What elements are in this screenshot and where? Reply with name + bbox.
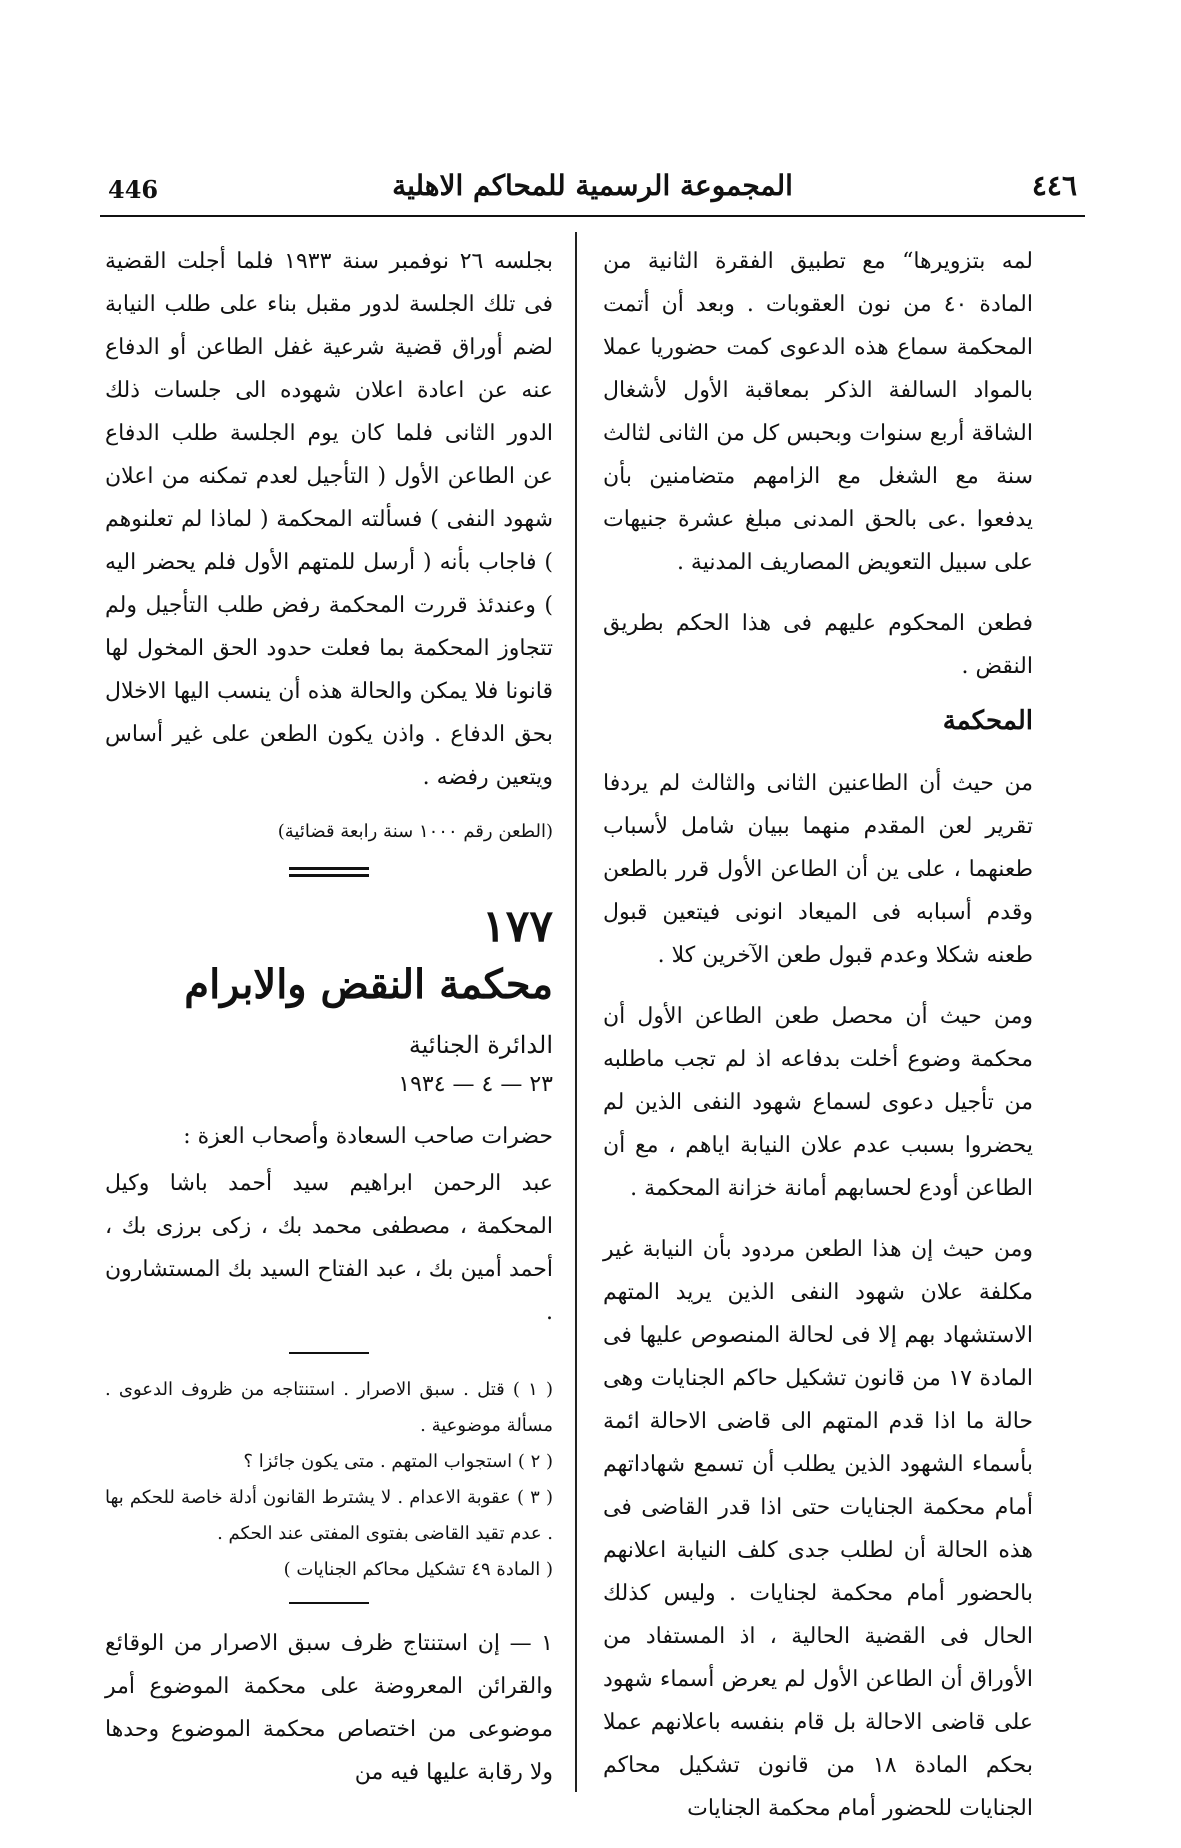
- left-column: [105, 240, 553, 1812]
- single-rule-divider-2: [289, 1602, 369, 1604]
- circuit-name: الدائرة الجنائية: [408, 1031, 553, 1059]
- judgment-date: ٢٣ — ٤ — ١٩٣٤: [398, 1072, 553, 1097]
- publication-title: المجموعة الرسمية للمحاكم الاهلية: [392, 169, 793, 202]
- column-divider: [575, 232, 577, 1792]
- case-number: ١٧٧: [482, 901, 553, 952]
- judges-list: عبد الرحمن ابراهيم سيد أحمد باشا وكيل المحكمة ، مصطفى محمد بك ، زكى برزى بك ، أحمد أمين بك ، عبد الفتاح السيد بك المستشارون .: [105, 1171, 553, 1325]
- page-header: [100, 165, 1085, 217]
- summary-item-2: ( ٢ ) استجواب المتهم . متى يكون جائزا ؟: [243, 1451, 553, 1472]
- summary-item-1: ( ١ ) قتل . سبق الاصرار . استنتاجه من ظروف الدعوى . مسألة موضوعية .: [105, 1379, 553, 1436]
- appeal-reference: (الطعن رقم ١٠٠٠ سنة رابعة قضائية): [277, 821, 553, 842]
- article-reference: ( المادة ٤٩ تشكيل محاكم الجنايات ): [283, 1559, 553, 1580]
- court-name: محكمة النقض والابرام: [184, 961, 553, 1008]
- double-rule-divider: [289, 867, 369, 877]
- right-column: [603, 240, 1033, 1848]
- page-number-arabic: ٤٤٦: [1031, 169, 1077, 202]
- summary-item-3: ( ٣ ) عقوبة الاعدام . لا يشترط القانون أدلة خاصة للحكم بها . عدم تقيد القاضى بفتوى المفتى عند الحكم .: [105, 1487, 553, 1544]
- judgment-paragraph-1: لمه بتزويرها“ مع تطبيق الفقرة الثانية من المادة ٤٠ من نون العقوبات . وبعد أن أتمت المحكمة سماع هذه الدعوى كمت حضوريا عملا بالمواد السالفة الذكر بمعاقبة الأول لأشغال الشاقة أربع سنوات وبحبس كل من الثانى لثالث سنة مع الشغل مع الزامهم متضامنين بأن يدفعوا .عى بالحق المدنى مبلغ عشرة جنيهات على سبيل التعويض المصاريف المدنية .: [603, 249, 1033, 575]
- court-paragraph-1: من حيث أن الطاعنين الثانى والثالث لم يردفا تقرير لعن المقدم منهما ببيان شامل لأسباب طعنهما ، على ين أن الطاعن الأول قرر بالطعن وقدم أسبابه فى الميعاد انونى فيتعين قبول طعنه شكلا وعدم قبول طعن الآخرين كلا .: [603, 771, 1033, 968]
- continuation-paragraph: بجلسه ٢٦ نوفمبر سنة ١٩٣٣ فلما أجلت القضية فى تلك الجلسة لدور مقبل بناء على طلب النيابة لضم أوراق قضية شرعية غفل الطاعن أو الدفاع عنه عن اعادة اعلان شهوده الى جلسات ذلك الدور الثانى فلما كان يوم الجلسة طلب الدفاع عن الطاعن الأول ( التأجيل لعدم تمكنه من اعلان شهود النفى ) فسألته المحكمة ( لماذا لم تعلنوهم ) فاجاب بأنه ( أرسل للمتهم الأول فلم يحضر اليه ) وعندئذ قررت المحكمة رفض طلب التأجيل ولم تتجاوز المحكمة بما فعلت حدود الحق المخول لها قانونا فلا يمكن والحالة هذه أن ينسب اليها الاخلال بحق الدفاع . واذن يكون الطعن على غير أساس ويتعين رفضه .: [105, 249, 553, 790]
- court-paragraph-3: ومن حيث إن هذا الطعن مردود بأن النيابة غير مكلفة علان شهود النفى الذين يريد المتهم الاستشهاد بهم إلا فى لحالة المنصوص عليها فى المادة ١٧ من قانون تشكيل حاكم الجنايات وهى حالة ما اذا قدم المتهم الى قاضى الاحالة ائمة بأسماء الشهود الذين يطلب أن تسمع شهاداتهم أمام محكمة الجنايات حتى اذا قدر القاضى فى هذه الحالة أن لطلب جدى كلف النيابة اعلانهم بالحضور أمام محكمة لجنايات . وليس كذلك الحال فى القضية الحالية ، اذ المستفاد من الأوراق أن الطاعن الأول لم يعرض أسماء شهود على قاضى الاحالة بل قام بنفسه باعلانهم عملا بحكم المادة ١٨ من قانون تشكيل محاكم الجنايات للحضور أمام محكمة الجنايات: [603, 1237, 1033, 1821]
- court-paragraph-2: ومن حيث أن محصل طعن الطاعن الأول أن محكمة وضوع أخلت بدفاعه اذ لم تجب ماطلبه من تأجيل دعوى لسماع شهود النفى الذين لم يحضروا بسبب عدم علان النيابة اياهم ، مع أن الطاعن أودع لحسابهم أمانة خزانة المحكمة .: [603, 1004, 1033, 1201]
- single-rule-divider: [289, 1352, 369, 1354]
- judges-intro: حضرات صاحب السعادة وأصحاب العزة :: [183, 1124, 553, 1149]
- principle-paragraph: ١ — إن استنتاج ظرف سبق الاصرار من الوقائع والقرائن المعروضة على محكمة الموضوع أمر موضوعى من اختصاص محكمة الموضوع وحدها ولا رقابة عليها فيه من: [105, 1631, 553, 1785]
- section-title-court: المحكمة: [942, 706, 1033, 736]
- page-number-latin: 446: [108, 175, 159, 204]
- judgment-paragraph-2: فطعن المحكوم عليهم فى هذا الحكم بطريق النقض .: [603, 611, 1033, 679]
